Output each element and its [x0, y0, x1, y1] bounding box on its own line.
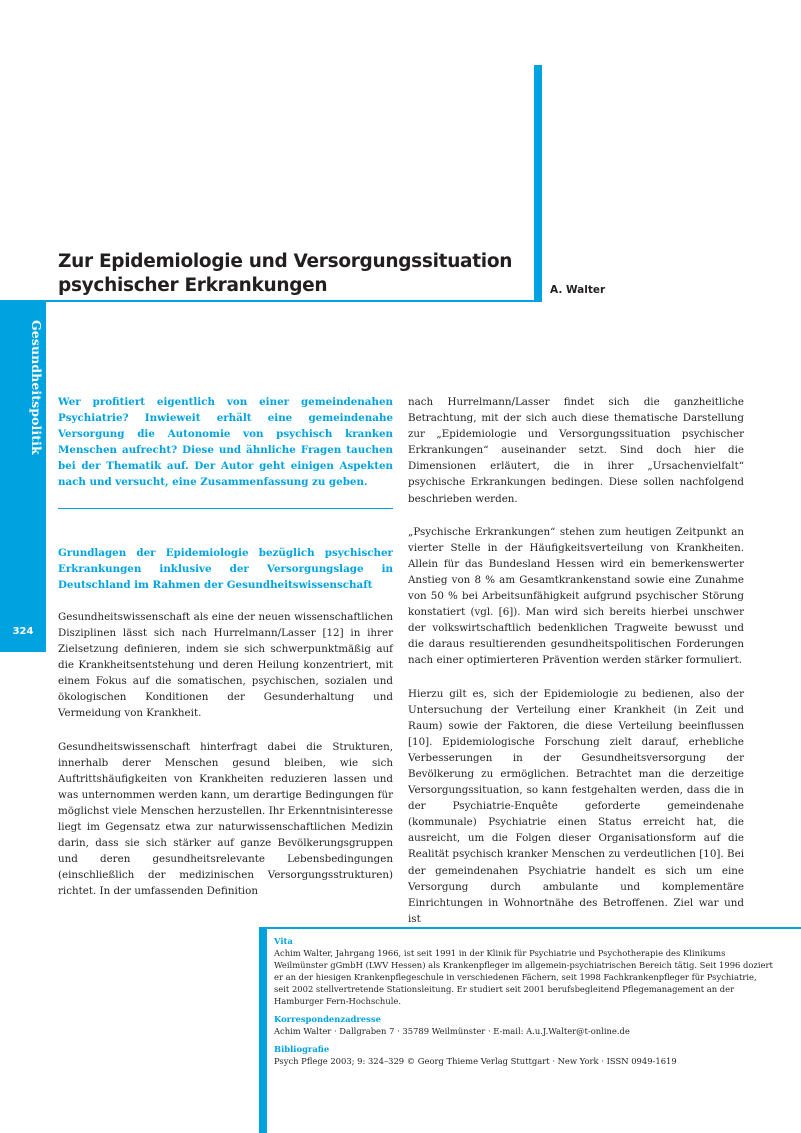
- contact-text: Achim Walter · Dallgraben 7 · 35789 Weilmünster · E-mail: A.u.J.Walter@t-online.de: [274, 1026, 630, 1036]
- left-column: [58, 394, 393, 916]
- header-horizontal-rule: [0, 300, 542, 302]
- vita-heading: Vita: [274, 936, 293, 946]
- header-vertical-rule: [534, 65, 542, 301]
- author-name: A. Walter: [550, 284, 606, 296]
- author-info-box: [274, 935, 774, 1073]
- bibliography-block: [274, 1043, 774, 1067]
- title-line-1: Zur Epidemiologie und Versorgungssituation: [58, 251, 513, 272]
- page-number: 324: [12, 626, 34, 637]
- article-title: [58, 250, 528, 298]
- body-paragraph: nach Hurrelmann/Lasser findet sich die ganzheitliche Betrachtung, mit der sich auch diese thematische Darstellung zur „Epidemiologie und Versorgungssituation psychischer Erkrankungen“ auseinander setzt. Sind doch hier die Dimensionen erläutert, die in ihrer „Ursachenvielfalt“ psychische Erkrankungen bedingen. Diese sollen nachfolgend beschrieben werden.: [408, 396, 744, 505]
- section-heading: Grundlagen der Epidemiologie bezüglich psychischer Erkrankungen inklusive der Versorgungslage in Deutschland im Rahmen der Gesundheitswissenschaft: [58, 546, 393, 591]
- title-line-2: psychischer Erkrankungen: [58, 275, 328, 296]
- vita-block: [274, 935, 774, 1007]
- vita-text: Achim Walter, Jahrgang 1966, ist seit 1991 in der Klinik für Psychiatrie und Psychotherapie des Klinikums Weilmünster gGmbH (LWV Hessen) als Krankenpfleger im allgemein-psychiatrischen Bereich tätig. Seit 1996 doziert er an der hiesigen Krankenpflegeschule in verschiedenen Fächern, seit 1998 Fachkrankenpfleger für Psychiatrie, seit 2002 stellvertretende Stationsleitung. Er studiert seit 2001 berufsbegleitend Pflegemanagement an der Hamburger Fern-Hochschule.: [274, 948, 773, 1006]
- contact-block: [274, 1013, 774, 1037]
- right-column: [408, 394, 744, 944]
- body-paragraph: Hierzu gilt es, sich der Epidemiologie zu bedienen, also der Untersuchung der Verteilung einer Krankheit (in Zeit und Raum) sowie der Faktoren, die diese Verteilung beeinflussen [10]. Epidemiologische Forschung zielt darauf, erhebliche Verbesserungen in der Gesundheitsversorgung der Bevölkerung zu ermöglichen. Betrachtet man die derzeitige Versorgungssituation, so kann festgehalten werden, dass die in der Psychiatrie-Enquête geforderte gemeindenahe (kommunale) Psychiatrie einen Status erreicht hat, die ausreicht, um die Folgen dieser Organisationsform auf die Realität psychisch kranker Menschen zu verdeutlichen [10]. Bei der gemeindenahen Psychiatrie handelt es sich um eine Versorgung durch ambulante und komplementäre Einrichtungen in Wohnortnähe des Betroffenen. Ziel war und ist: [408, 687, 744, 925]
- contact-heading: Korrespondenzadresse: [274, 1014, 381, 1024]
- section-tab-label: Gesundheitspolitik: [29, 320, 44, 455]
- bibliography-text: Psych Pflege 2003; 9: 324–329 © Georg Thieme Verlag Stuttgart · New York · ISSN 0949-1619: [274, 1056, 677, 1066]
- body-paragraph: Gesundheitswissenschaft hinterfragt dabei die Strukturen, innerhalb derer Menschen gesund bleiben, wie sich Auftrittshäufigkeiten von Krankheiten reduzieren lassen und was unternommen werden kann, um derartige Bedingungen für möglichst viele Menschen herzustellen. Ihr Erkenntnisinteresse liegt im Gegensatz etwa zur naturwissenschaftlichen Medizin darin, dass sie sich stärker auf ganze Bevölkerungsgruppen und deren gesundheitsrelevante Lebensbedingungen (einschließlich der medizinischen Versorgungsstrukturen) richtet. In der umfassenden Definition: [58, 740, 393, 898]
- body-paragraph: Gesundheitswissenschaft als eine der neuen wissenschaftlichen Disziplinen lässt sich nach Hurrelmann/Lasser [12] in ihrer Zielsetzung definieren, indem sie sich schwerpunktmäßig auf die Krankheitsentstehung und deren Heilung konzentriert, mit einem Fokus auf die somatischen, psychischen, sozialen und ökologischen Konditionen der Gesunderhaltung und Vermeidung von Krankheit.: [58, 610, 393, 720]
- abstract-divider: [58, 508, 393, 509]
- info-box-side-rule: [259, 927, 267, 1133]
- body-paragraph: „Psychische Erkrankungen“ stehen zum heutigen Zeitpunkt an vierter Stelle in der Häufigkeitsverteilung von Krankheiten. Allein für das Bundesland Hessen wird ein bemerkenswerter Anstieg von 8 % am Gesamtkrankenstand sowie eine Zunahme von 50 % bei Arbeitsunfähigkeit aufgrund psychischer Störung konstatiert (vgl. [6]). Man wird sich bereits hierbei unschwer der volkswirtschaftlich bedenklichen Tragweite bewusst und die daraus resultierenden gesundheitspolitischen Forderungen nach einer optimierteren Prävention werden stärker formuliert.: [408, 525, 744, 667]
- abstract: Wer profitiert eigentlich von einer gemeindenahen Psychiatrie? Inwieweit erhält eine gemeindenahe Versorgung die Autonomie von psychisch kranken Menschen aufrecht? Diese und ähnliche Fragen tauchen bei der Thematik auf. Der Autor geht einigen Aspekten nach und versucht, eine Zusammenfassung zu geben.: [58, 396, 393, 489]
- info-box-top-rule: [259, 927, 801, 929]
- bibliography-heading: Bibliografie: [274, 1044, 330, 1054]
